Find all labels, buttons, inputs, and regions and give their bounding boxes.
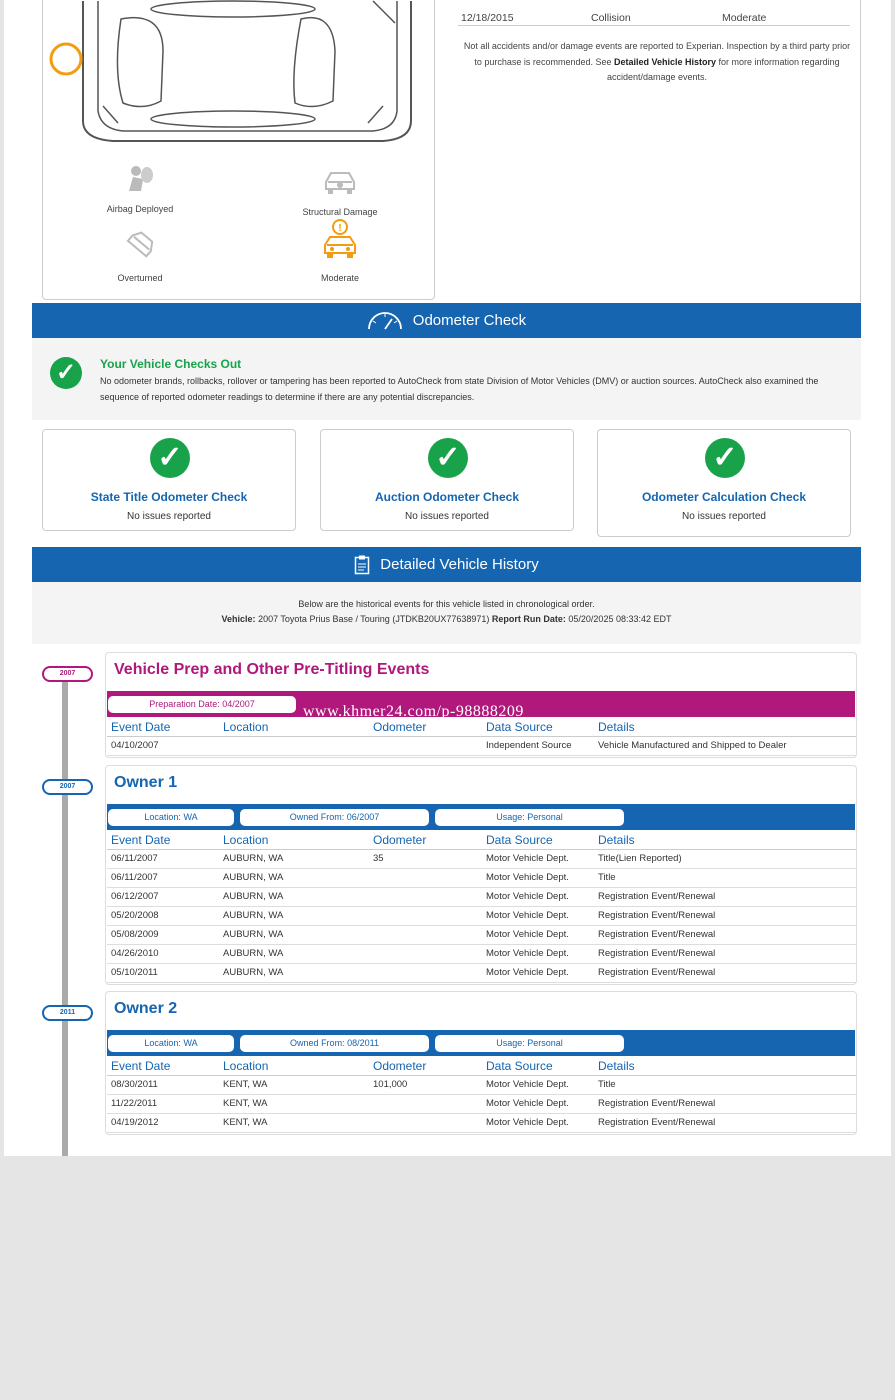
info-pill: Owned From: 06/2007 bbox=[240, 809, 429, 826]
info-pill: Location: WA bbox=[108, 1035, 234, 1052]
owner-2-section bbox=[105, 991, 857, 1135]
table-row bbox=[107, 887, 856, 906]
table-cell: KENT, WA bbox=[219, 1113, 369, 1132]
speedometer-icon bbox=[367, 311, 403, 331]
table-row bbox=[107, 1113, 856, 1132]
table-cell: Motor Vehicle Dept. bbox=[482, 1113, 594, 1132]
airbag-label: Airbag Deployed bbox=[106, 204, 174, 214]
timeline-year-marker: 2007 bbox=[42, 666, 93, 682]
card-status: No issues reported bbox=[405, 511, 489, 522]
accident-panel bbox=[440, 0, 861, 302]
checkmark-icon: ✓ bbox=[150, 438, 190, 478]
vehicle-description: 2007 Toyota Prius Base / Touring (JTDKB20UX77638971) bbox=[258, 614, 490, 624]
table-cell: Title bbox=[594, 1075, 856, 1094]
table-cell: Motor Vehicle Dept. bbox=[482, 1094, 594, 1113]
structural-damage-label: Structural Damage bbox=[302, 207, 378, 217]
column-header: Event Date bbox=[107, 830, 219, 849]
info-pill: Usage: Personal bbox=[435, 1035, 624, 1052]
car-top-view-diagram bbox=[43, 0, 436, 151]
table-row bbox=[107, 963, 856, 982]
timeline-year-marker: 2007 bbox=[42, 779, 93, 795]
card-title: Odometer Calculation Check bbox=[641, 490, 807, 504]
auction-odometer-card bbox=[320, 429, 574, 531]
timeline-year-marker: 2011 bbox=[42, 1005, 93, 1021]
table-cell: 11/22/2011 bbox=[107, 1094, 219, 1113]
table-cell: 101,000 bbox=[369, 1075, 482, 1094]
table-cell: AUBURN, WA bbox=[219, 849, 369, 868]
column-header: Event Date bbox=[107, 717, 219, 736]
events-table bbox=[107, 830, 856, 983]
report-run-date: 05/20/2025 08:33:42 EDT bbox=[568, 614, 672, 624]
table-row bbox=[107, 1094, 856, 1113]
report-sheet bbox=[4, 0, 891, 1156]
moderate-label: Moderate bbox=[320, 273, 360, 283]
column-header: Location bbox=[219, 830, 369, 849]
svg-text:!: ! bbox=[338, 223, 342, 234]
card-status: No issues reported bbox=[682, 511, 766, 522]
accident-date: 12/18/2015 bbox=[461, 12, 514, 24]
structural-damage-icon bbox=[323, 169, 357, 197]
accident-disclaimer: Not all accidents and/or damage events are reported to Experian. Inspection by a third party prior to purchase is recommended. See Detailed Vehicle History for more information regarding accident/damage events. bbox=[463, 41, 851, 82]
odometer-check-header bbox=[32, 303, 861, 338]
table-cell: KENT, WA bbox=[219, 1075, 369, 1094]
accident-row bbox=[458, 0, 850, 26]
column-header: Event Date bbox=[107, 1056, 219, 1075]
accident-type: Collision bbox=[591, 12, 631, 24]
vehicle-info-line: Vehicle: 2007 Toyota Prius Base / Touring (JTDKB20UX77638971) Report Run Date: 05/20/2025 08:33:42 EDT bbox=[221, 614, 672, 624]
table-cell: 05/20/2008 bbox=[107, 906, 219, 925]
table-cell: 04/10/2007 bbox=[107, 736, 219, 755]
section-info-band bbox=[107, 691, 855, 720]
table-cell: Motor Vehicle Dept. bbox=[482, 849, 594, 868]
info-pill: Owned From: 08/2011 bbox=[240, 1035, 429, 1052]
table-cell: AUBURN, WA bbox=[219, 906, 369, 925]
table-cell: 04/26/2010 bbox=[107, 944, 219, 963]
timeline-line bbox=[62, 682, 68, 1156]
table-cell: Motor Vehicle Dept. bbox=[482, 963, 594, 982]
overturned-icon bbox=[125, 229, 157, 259]
table-cell: Motor Vehicle Dept. bbox=[482, 925, 594, 944]
card-title: Auction Odometer Check bbox=[374, 490, 520, 504]
events-table bbox=[107, 1056, 856, 1133]
table-cell: Registration Event/Renewal bbox=[594, 944, 856, 963]
detailed-history-link[interactable]: Detailed Vehicle History bbox=[613, 56, 717, 67]
detailed-history-header bbox=[32, 547, 861, 582]
table-cell: Motor Vehicle Dept. bbox=[482, 1075, 594, 1094]
owner-1-section bbox=[105, 765, 857, 985]
section-info-band bbox=[107, 804, 855, 830]
table-cell: Motor Vehicle Dept. bbox=[482, 906, 594, 925]
table-cell: Title(Lien Reported) bbox=[594, 849, 856, 868]
table-cell bbox=[369, 1113, 482, 1132]
airbag-icon bbox=[125, 163, 155, 193]
table-cell: AUBURN, WA bbox=[219, 925, 369, 944]
column-header: Location bbox=[219, 1056, 369, 1075]
checkmark-icon: ✓ bbox=[428, 438, 468, 478]
column-header: Data Source bbox=[482, 717, 594, 736]
table-cell: KENT, WA bbox=[219, 1094, 369, 1113]
table-cell bbox=[369, 1094, 482, 1113]
odometer-check-title: Odometer Check bbox=[412, 312, 527, 329]
damage-location-marker bbox=[51, 44, 81, 74]
column-header: Details bbox=[594, 1056, 856, 1075]
table-cell: 06/11/2007 bbox=[107, 849, 219, 868]
table-cell: 08/30/2011 bbox=[107, 1075, 219, 1094]
table-cell: AUBURN, WA bbox=[219, 887, 369, 906]
overturned-label: Overturned bbox=[117, 273, 163, 283]
table-row bbox=[107, 1075, 856, 1094]
prep-events-section bbox=[105, 652, 857, 758]
table-row bbox=[107, 906, 856, 925]
section-info-band bbox=[107, 1030, 855, 1056]
detailed-history-title: Detailed Vehicle History bbox=[380, 556, 539, 573]
column-header: Details bbox=[594, 830, 856, 849]
table-cell bbox=[369, 944, 482, 963]
odometer-status-title: Your Vehicle Checks Out bbox=[100, 357, 242, 371]
table-cell: Independent Source bbox=[482, 736, 594, 755]
table-cell: 05/08/2009 bbox=[107, 925, 219, 944]
section-title: Owner 2 bbox=[114, 1000, 178, 1017]
odometer-calculation-card bbox=[597, 429, 851, 537]
table-row bbox=[107, 925, 856, 944]
table-cell: Registration Event/Renewal bbox=[594, 1113, 856, 1132]
table-cell bbox=[369, 925, 482, 944]
table-cell: Motor Vehicle Dept. bbox=[482, 868, 594, 887]
table-cell: Registration Event/Renewal bbox=[594, 963, 856, 982]
table-row bbox=[107, 736, 856, 755]
table-cell: Registration Event/Renewal bbox=[594, 887, 856, 906]
table-cell: 06/12/2007 bbox=[107, 887, 219, 906]
events-table bbox=[107, 717, 856, 756]
table-row bbox=[107, 868, 856, 887]
accident-severity: Moderate bbox=[722, 12, 767, 24]
table-cell: Registration Event/Renewal bbox=[594, 925, 856, 944]
table-cell bbox=[369, 887, 482, 906]
table-cell: Motor Vehicle Dept. bbox=[482, 887, 594, 906]
table-cell: 35 bbox=[369, 849, 482, 868]
table-cell bbox=[369, 868, 482, 887]
table-cell: AUBURN, WA bbox=[219, 963, 369, 982]
section-title: Vehicle Prep and Other Pre-Titling Events bbox=[114, 661, 430, 678]
table-cell bbox=[369, 736, 482, 755]
column-header: Data Source bbox=[482, 1056, 594, 1075]
table-cell: 05/10/2011 bbox=[107, 963, 219, 982]
column-header: Details bbox=[594, 717, 856, 736]
watermark: www.khmer24.com/p-98888209 bbox=[303, 703, 524, 720]
checkmark-icon: ✓ bbox=[50, 357, 82, 389]
table-cell: Registration Event/Renewal bbox=[594, 1094, 856, 1113]
table-row bbox=[107, 944, 856, 963]
odometer-status-band bbox=[32, 338, 861, 420]
table-cell bbox=[219, 736, 369, 755]
table-cell: AUBURN, WA bbox=[219, 868, 369, 887]
table-cell: Motor Vehicle Dept. bbox=[482, 944, 594, 963]
moderate-damage-icon bbox=[322, 219, 358, 259]
table-cell: Vehicle Manufactured and Shipped to Dealer bbox=[594, 736, 856, 755]
odometer-status-text: No odometer brands, rollbacks, rollover or tampering has been reported to AutoCheck from state Division of Motor Vehicles (DMV) or auction sources. AutoCheck also examined the sequence of reported odometer readings to determine if there are any potential discrepancies. bbox=[100, 376, 819, 402]
info-pill: Usage: Personal bbox=[435, 809, 624, 826]
table-cell: Registration Event/Renewal bbox=[594, 906, 856, 925]
column-header: Odometer bbox=[369, 717, 482, 736]
table-cell: 06/11/2007 bbox=[107, 868, 219, 887]
column-header: Odometer bbox=[369, 830, 482, 849]
info-pill: Location: WA bbox=[108, 809, 234, 826]
info-pill: Preparation Date: 04/2007 bbox=[108, 696, 296, 713]
table-cell: AUBURN, WA bbox=[219, 944, 369, 963]
card-title: State Title Odometer Check bbox=[90, 490, 248, 504]
history-intro: Below are the historical events for this vehicle listed in chronological order. bbox=[298, 599, 595, 609]
checkmark-icon: ✓ bbox=[705, 438, 745, 478]
section-title: Owner 1 bbox=[114, 774, 178, 791]
column-header: Location bbox=[219, 717, 369, 736]
card-status: No issues reported bbox=[127, 511, 211, 522]
table-cell bbox=[369, 963, 482, 982]
table-row bbox=[107, 849, 856, 868]
table-cell bbox=[369, 906, 482, 925]
table-cell: 04/19/2012 bbox=[107, 1113, 219, 1132]
state-title-odometer-card bbox=[42, 429, 296, 531]
history-intro-band bbox=[32, 582, 861, 644]
column-header: Odometer bbox=[369, 1056, 482, 1075]
clipboard-icon bbox=[354, 555, 370, 575]
column-header: Data Source bbox=[482, 830, 594, 849]
damage-diagram-card bbox=[42, 0, 435, 300]
table-cell: Title bbox=[594, 868, 856, 887]
